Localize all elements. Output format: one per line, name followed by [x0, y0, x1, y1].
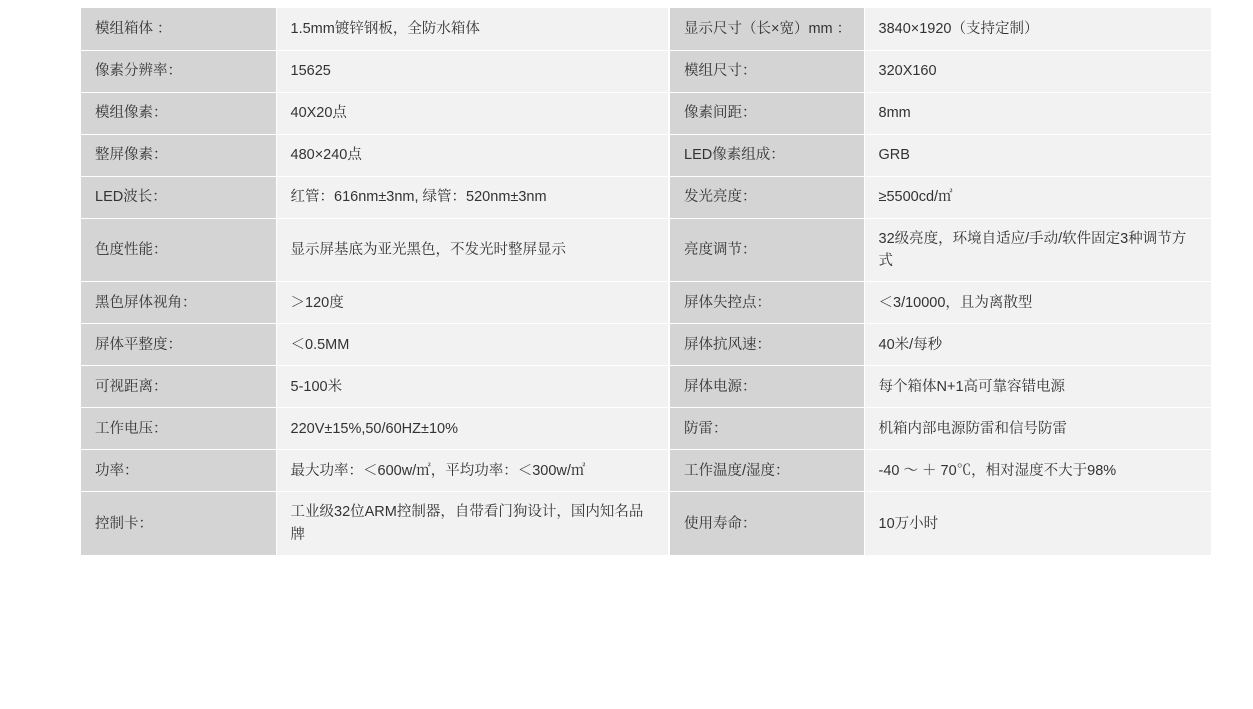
spec-value: 机箱内部电源防雷和信号防雷 [864, 408, 1211, 450]
spec-value: 红管：616nm±3nm, 绿管：520nm±3nm [276, 176, 669, 218]
spec-label: 亮度调节： [669, 218, 864, 282]
spec-label: 工作电压： [81, 408, 276, 450]
spec-value: 每个箱体N+1高可靠容错电源 [864, 366, 1211, 408]
spec-value: GRB [864, 134, 1211, 176]
spec-value: 5-100米 [276, 366, 669, 408]
table-row [81, 92, 1211, 134]
spec-value: -40 ～ ＋ 70℃，相对湿度不大于98% [864, 450, 1211, 492]
spec-label: 模组箱体 ： [81, 8, 276, 50]
table-row [81, 176, 1211, 218]
spec-value: 40X20点 [276, 92, 669, 134]
spec-value: 工业级32位ARM控制器，自带看门狗设计，国内知名品牌 [276, 492, 669, 556]
spec-label: 屏体平整度： [81, 324, 276, 366]
spec-value: 1.5mm镀锌钢板，全防水箱体 [276, 8, 669, 50]
spec-label: 模组像素： [81, 92, 276, 134]
spec-label: 像素间距： [669, 92, 864, 134]
spec-label: 功率： [81, 450, 276, 492]
specification-table-container [81, 8, 1211, 556]
spec-label: 防雷： [669, 408, 864, 450]
spec-label: 屏体失控点： [669, 282, 864, 324]
spec-label: 屏体电源： [669, 366, 864, 408]
spec-value: 320X160 [864, 50, 1211, 92]
spec-label: 工作温度/湿度： [669, 450, 864, 492]
spec-value: 40米/每秒 [864, 324, 1211, 366]
table-row [81, 492, 1211, 556]
table-row [81, 408, 1211, 450]
spec-label: 整屏像素： [81, 134, 276, 176]
spec-value: ＞120度 [276, 282, 669, 324]
table-row [81, 366, 1211, 408]
table-row [81, 282, 1211, 324]
spec-label: 使用寿命： [669, 492, 864, 556]
spec-value: ＜3/10000，且为离散型 [864, 282, 1211, 324]
spec-value: 8mm [864, 92, 1211, 134]
spec-label: 色度性能： [81, 218, 276, 282]
spec-value: 220V±15%,50/60HZ±10% [276, 408, 669, 450]
table-row [81, 450, 1211, 492]
spec-label: 可视距离： [81, 366, 276, 408]
spec-value: ＜0.5MM [276, 324, 669, 366]
spec-value: 10万小时 [864, 492, 1211, 556]
spec-label: 控制卡： [81, 492, 276, 556]
spec-label: 像素分辨率： [81, 50, 276, 92]
spec-value: 15625 [276, 50, 669, 92]
spec-label: 发光亮度： [669, 176, 864, 218]
spec-label: 黑色屏体视角： [81, 282, 276, 324]
table-row [81, 134, 1211, 176]
spec-label: 显示尺寸（长×宽）mm ： [669, 8, 864, 50]
spec-value: 3840×1920（支持定制） [864, 8, 1211, 50]
spec-value: 480×240点 [276, 134, 669, 176]
spec-value: 32级亮度，环境自适应/手动/软件固定3种调节方式 [864, 218, 1211, 282]
table-row [81, 218, 1211, 282]
spec-value: 显示屏基底为亚光黑色，不发光时整屏显示 [276, 218, 669, 282]
table-row [81, 50, 1211, 92]
spec-label: 屏体抗风速： [669, 324, 864, 366]
table-row [81, 324, 1211, 366]
spec-value: ≥5500cd/㎡ [864, 176, 1211, 218]
spec-label: LED像素组成： [669, 134, 864, 176]
table-row [81, 8, 1211, 50]
spec-value: 最大功率：＜600w/㎡，平均功率：＜300w/㎡ [276, 450, 669, 492]
specification-table [81, 8, 1212, 556]
spec-label: LED波长： [81, 176, 276, 218]
spec-label: 模组尺寸： [669, 50, 864, 92]
